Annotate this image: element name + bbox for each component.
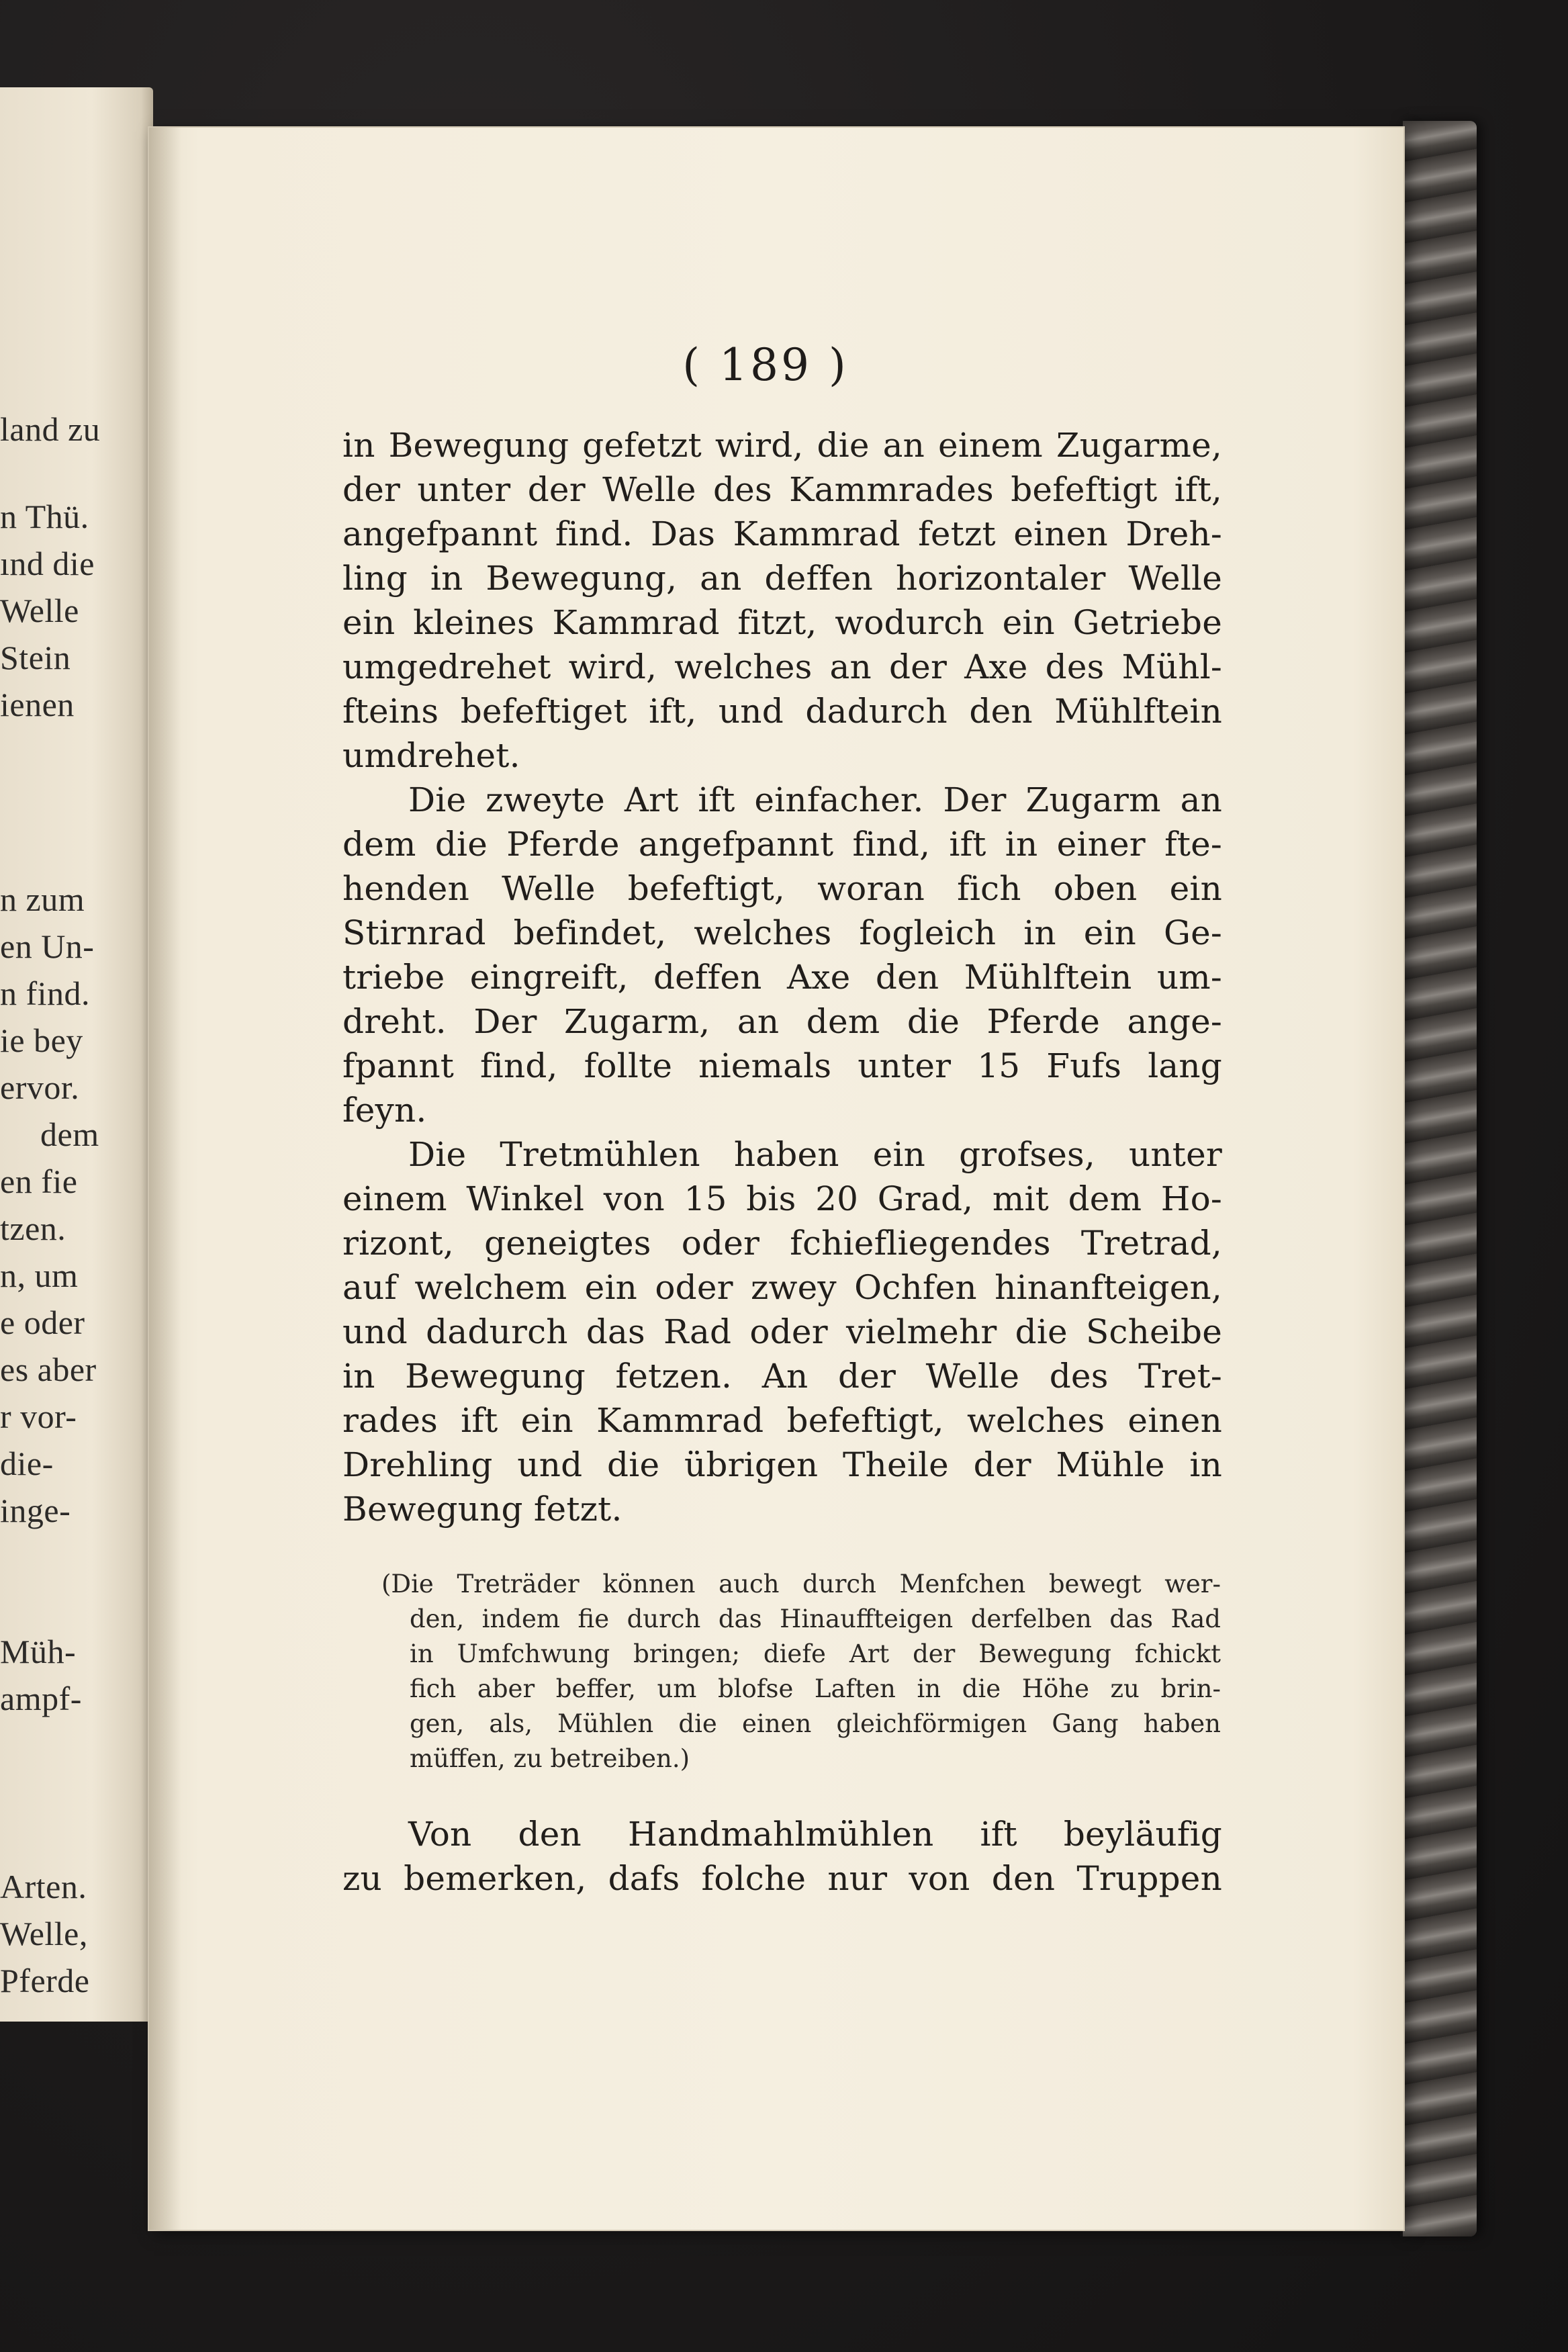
text-line: henden Welle befeftigt, woran fich oben ein: [342, 869, 1222, 908]
note-line: den, indem fie durch das Hinauffteigen derfelben das Rad: [410, 1604, 1221, 1633]
text-line: fpannt find, follte niemals unter 15 Fufs lang: [342, 1046, 1222, 1085]
left-fragment: inge-: [0, 1492, 71, 1529]
text-line: triebe eingreift, deffen Axe den Mühlftein um-: [342, 958, 1222, 997]
book-cover-edge: [1400, 121, 1477, 2236]
footnote-block: [381, 1567, 1221, 1776]
left-fragment: Stein: [0, 639, 71, 676]
left-fragment: tzen.: [0, 1210, 66, 1247]
body-text: [342, 423, 1222, 1531]
text-line: umgedrehet wird, welches an der Axe des Mühl-: [342, 647, 1222, 686]
note-line: (Die Treträder können auch durch Menfchen bewegt wer-: [381, 1570, 1221, 1598]
left-facing-page: [0, 87, 153, 2022]
text-line: Die zweyte Art ift einfacher. Der Zugarm an: [408, 780, 1222, 819]
text-line: in Bewegung fetzen. An der Welle des Tret-: [342, 1357, 1222, 1396]
note-line: fich aber beffer, um blofse Laften in die Höhe zu brin-: [410, 1674, 1221, 1703]
left-fragment: en fie: [0, 1163, 78, 1200]
text-line: dem die Pferde angefpannt find, ift in einer fte-: [342, 825, 1222, 864]
text-line: rades ift ein Kammrad befeftigt, welches einen: [342, 1401, 1222, 1440]
text-line: der unter der Welle des Kammrades befeftigt ift,: [342, 470, 1222, 509]
page-number-header: ( 189 ): [682, 339, 849, 391]
text-line: Von den Handmahlmühlen ift beyläufig: [408, 1815, 1222, 1854]
left-fragment: es aber: [0, 1351, 97, 1388]
note-line: müffen, zu betreiben.): [410, 1744, 690, 1773]
left-fragment: ınd die: [0, 545, 95, 582]
text-line: auf welchem ein oder zwey Ochfen hinanfteigen,: [342, 1268, 1222, 1307]
text-line: in Bewegung gefetzt wird, die an einem Zugarme,: [342, 426, 1222, 465]
text-line: Die Tretmühlen haben ein grofses, unter: [408, 1135, 1222, 1174]
gutter-shadow: [149, 128, 181, 2230]
left-fragment: ie bey: [0, 1022, 83, 1059]
text-line: angefpannt find. Das Kammrad fetzt einen Dreh-: [342, 514, 1222, 553]
left-fragment: Müh-: [0, 1633, 77, 1670]
left-fragment: e oder: [0, 1304, 85, 1341]
left-fragment: ampf-: [0, 1680, 82, 1717]
left-fragment: ienen: [0, 686, 75, 723]
left-fragment: Pferde: [0, 1962, 90, 1999]
text-line: zu bemerken, dafs folche nur von den Truppen: [342, 1859, 1222, 1898]
note-line: in Umfchwung bringen; diefe Art der Bewegung fchickt: [410, 1639, 1221, 1668]
final-paragraph: [342, 1812, 1222, 1901]
text-line: rizont, geneigtes oder fchiefliegendes Tretrad,: [342, 1224, 1222, 1263]
text-line: einem Winkel von 15 bis 20 Grad, mit dem Ho-: [342, 1179, 1222, 1218]
text-line: Bewegung fetzt.: [342, 1490, 622, 1529]
left-fragment: r vor-: [0, 1398, 77, 1435]
left-fragment: en Un-: [0, 928, 95, 965]
left-fragment: ervor.: [0, 1069, 80, 1106]
text-line: dreht. Der Zugarm, an dem die Pferde ange-: [342, 1002, 1222, 1041]
left-fragment: die-: [0, 1445, 54, 1482]
text-line: Drehling und die übrigen Theile der Mühle in: [342, 1445, 1222, 1484]
text-line: ein kleines Kammrad fitzt, wodurch ein Getriebe: [342, 603, 1222, 642]
text-line: und dadurch das Rad oder vielmehr die Scheibe: [342, 1312, 1222, 1351]
left-fragment: n find.: [0, 975, 91, 1012]
left-fragment: Arten.: [0, 1868, 87, 1905]
left-fragment: land zu: [0, 410, 101, 448]
left-fragment: Welle: [0, 592, 79, 629]
left-fragment: n, um: [0, 1257, 79, 1294]
text-line: Stirnrad befindet, welches fogleich in ein Ge-: [342, 913, 1222, 952]
text-line: umdrehet.: [342, 736, 520, 775]
text-line: ling in Bewegung, an deffen horizontaler Welle: [342, 559, 1222, 598]
text-line: feyn.: [342, 1091, 427, 1130]
left-fragment: Welle,: [0, 1915, 88, 1952]
left-fragment: dem: [40, 1116, 99, 1153]
text-line: fteins befeftiget ift, und dadurch den Mühlftein: [342, 692, 1222, 731]
left-fragment: n zum: [0, 880, 85, 918]
note-line: gen, als, Mühlen die einen gleichförmigen Gang haben: [410, 1709, 1221, 1738]
left-fragment: n Thü.: [0, 498, 89, 535]
